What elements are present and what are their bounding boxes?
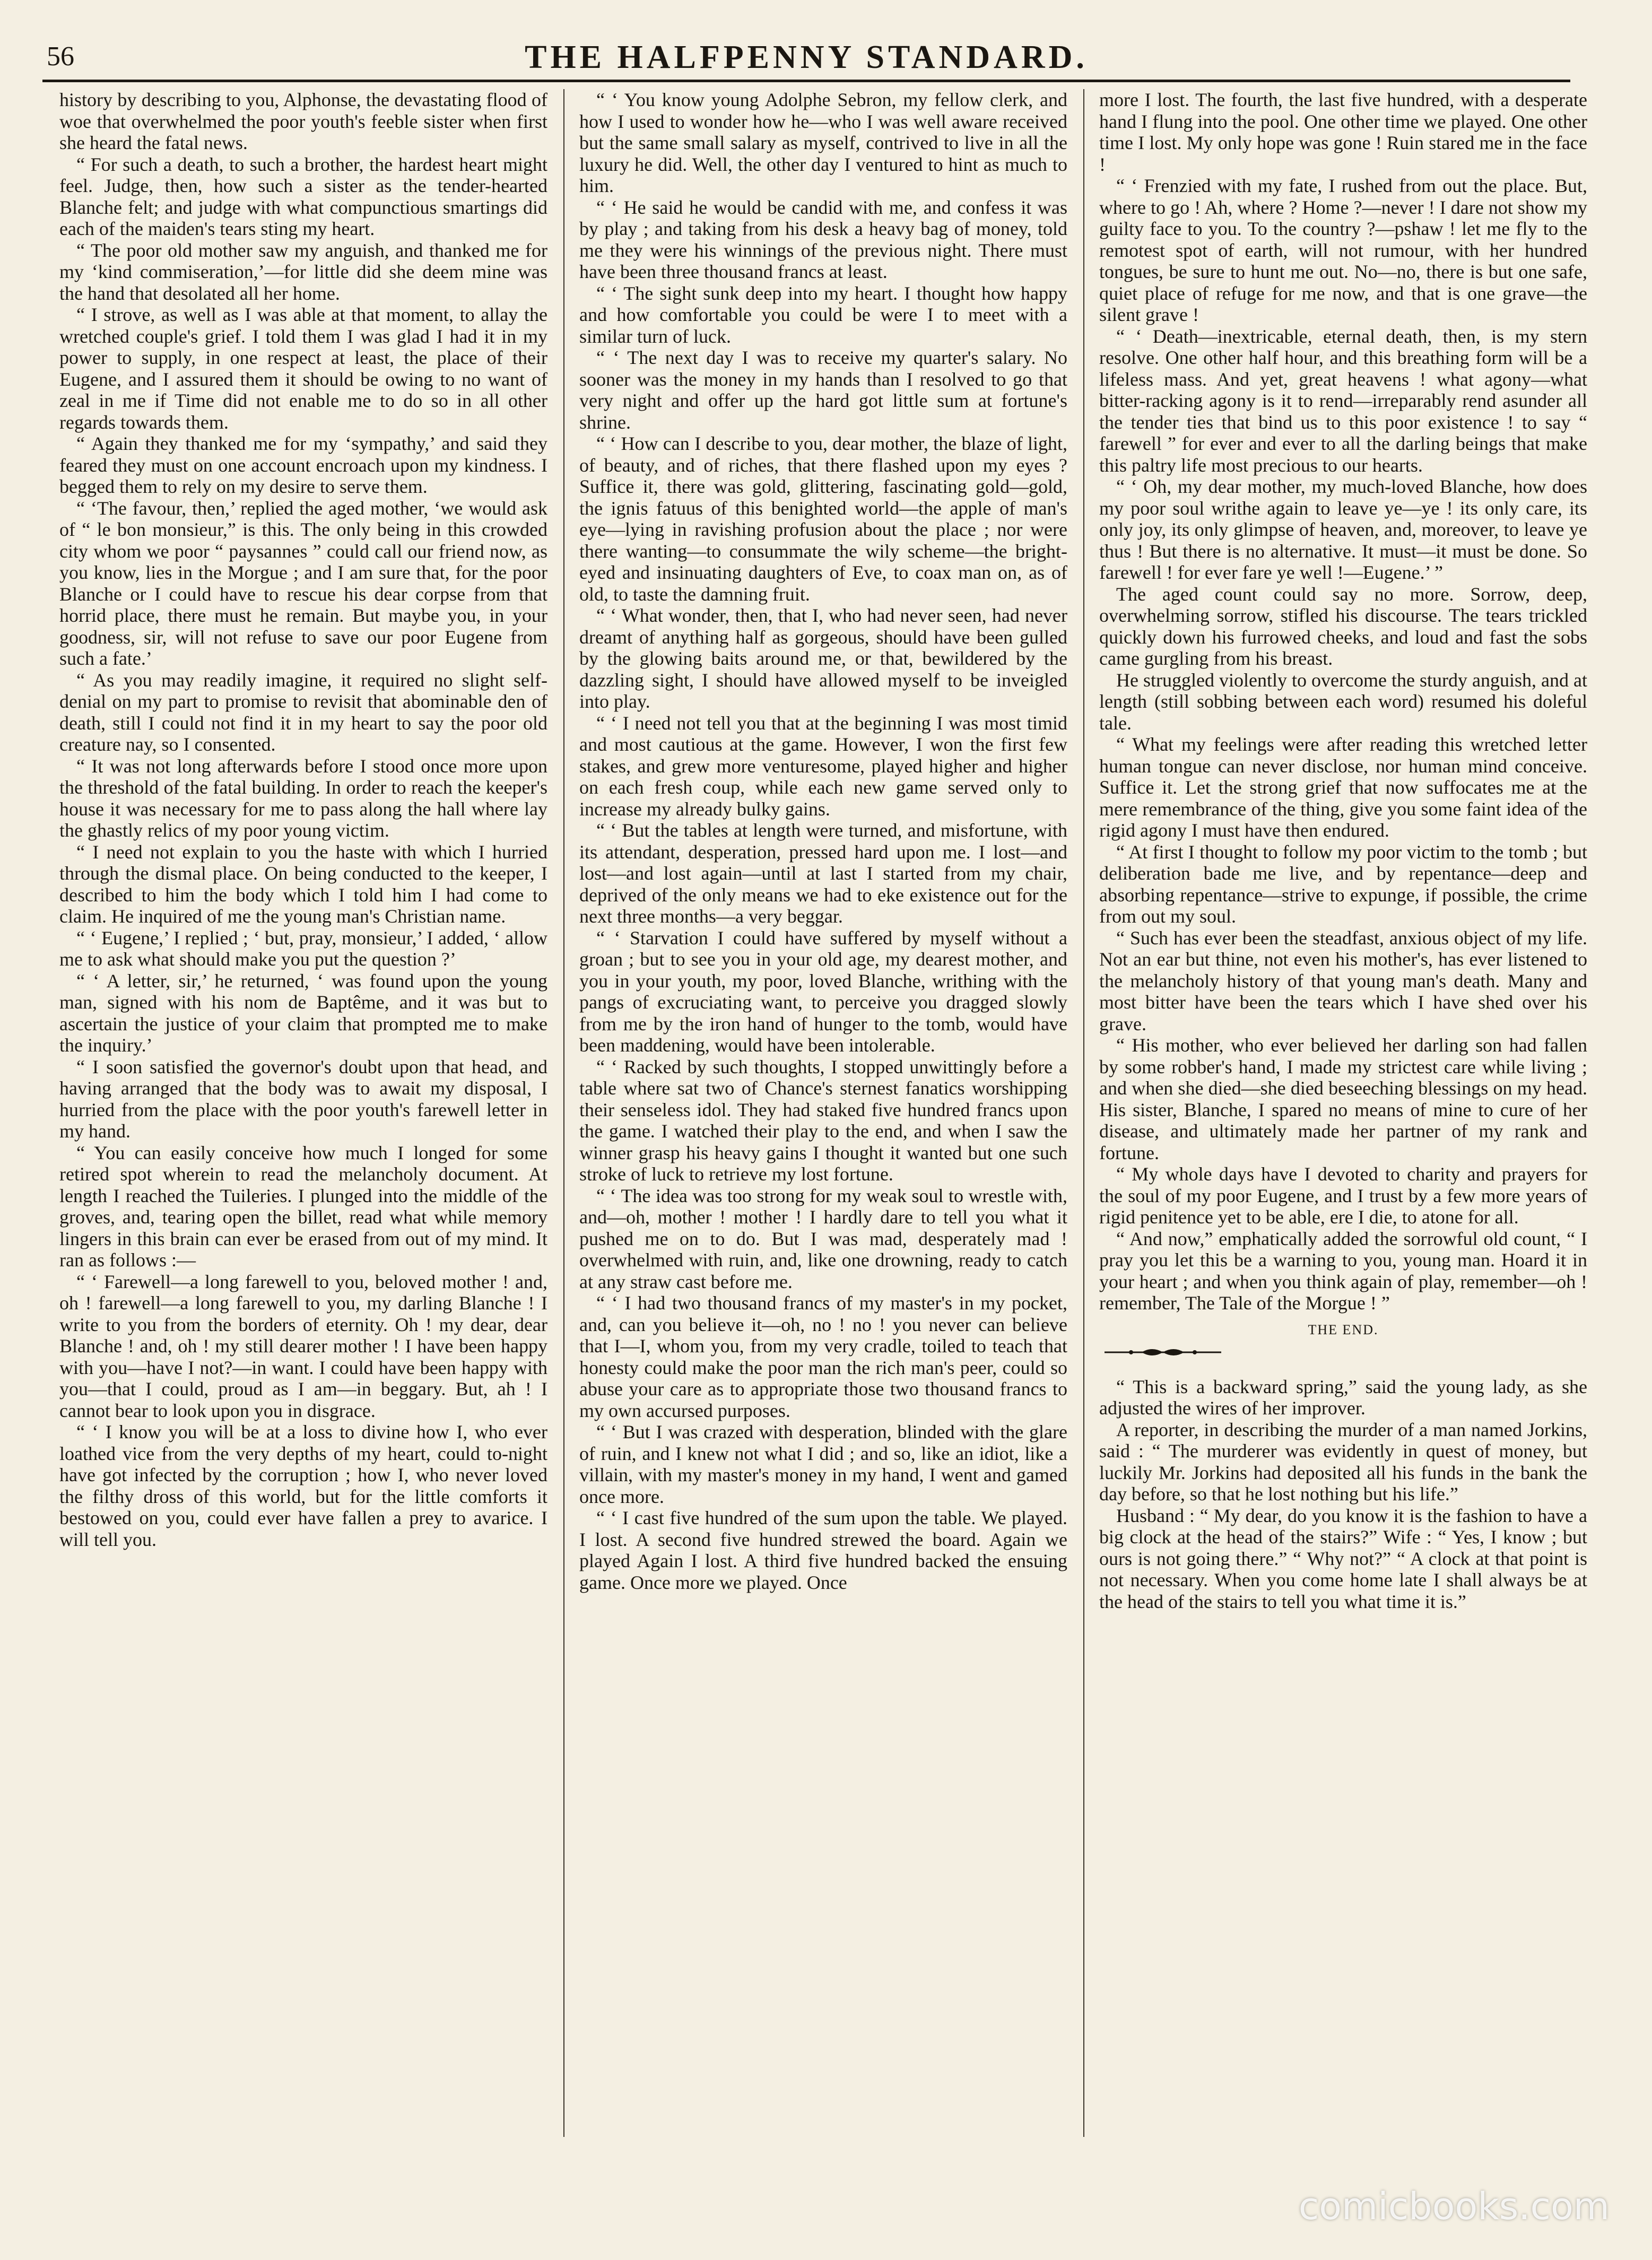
paragraph: “ His mother, who ever believed her darling son had fallen by some robber's hand, I made my strictest care while living ; and when she died—she died beseeching blessings on my head. His sister, Blanche, I spared no means of mine to cure of her disease, and ultimately made her partner of my rank and fortune. bbox=[1099, 1035, 1587, 1163]
ornament-divider-icon bbox=[1099, 1345, 1227, 1360]
paragraph: “ ‘ You know young Adolphe Sebron, my fellow clerk, and how I used to wonder how he—who I was well aware received but the same small salary as myself, contrived to live in all the luxury he did. Well, the other day I ventured to hint as much to him. bbox=[579, 89, 1067, 196]
paragraph: “ ‘ I need not tell you that at the beginning I was most timid and most cautious at the game. However, I won the first few stakes, and grew more venturesome, played higher and higher on each fresh coup, while each new game served only to increase my already bulky gains. bbox=[579, 712, 1067, 820]
paragraph: The aged count could say no more. Sorrow, deep, overwhelming sorrow, stifled his discourse. The tears trickled quickly down his furrowed cheeks, and loud and fast the sobs came gurgling from his breast. bbox=[1099, 583, 1587, 669]
paragraph: “ ‘ A letter, sir,’ he returned, ‘ was found upon the young man, signed with his nom de Baptême, and it was but to ascertain the justice of your claim that prompted me to make the inquiry.’ bbox=[59, 970, 547, 1056]
column-divider bbox=[1083, 89, 1084, 2137]
paragraph: “ What my feelings were after reading this wretched letter human tongue can never disclose, nor human mind conceive. Suffice it. Let the strong grief that now suffocates me at the mere remembrance of the thing, give you some faint idea of the rigid agony I must have then endured. bbox=[1099, 734, 1587, 841]
paragraph: “ ‘ Frenzied with my fate, I rushed from out the place. But, where to go ! Ah, where ? Home ?—never ! I dare not show my guilty face to you. To the country ?—pshaw ! let me fly to the remotest spot of earth, will not rumour, with her hundred tongues, be sure to hunt me out. No—no, there is but one safe, quiet place of refuge for me now, and that is one grave—the silent grave ! bbox=[1099, 175, 1587, 325]
page-number: 56 bbox=[47, 41, 74, 72]
paragraph: “ This is a backward spring,” said the young lady, as she adjusted the wires of her improver. bbox=[1099, 1376, 1587, 1419]
paragraph: “ ‘ Farewell—a long farewell to you, beloved mother ! and, oh ! farewell—a long farewell to you, my darling Blanche ! I write to you from the borders of eternity. Oh ! my dear, dear Blanche ! and, oh ! my still dearer mother ! I have been happy with you—have I not?—in want. I could have been happy with you—that I could, proud as I am—in beggary. But, ah ! I cannot bear to look upon you in disgrace. bbox=[59, 1271, 547, 1421]
paragraph: more I lost. The fourth, the last five hundred, with a desperate hand I flung into the pool. One other time we played. One other time I lost. My only hope was gone ! Ruin stared me in the face ! bbox=[1099, 89, 1587, 175]
paragraph: “ ‘ The idea was too strong for my weak soul to wrestle with, and—oh, mother ! mother ! I hardly dare to tell you what it pushed me on to do. But I was mad, desperately mad ! overwhelmed with ruin, and, like one drowning, ready to catch at any straw cast before me. bbox=[579, 1185, 1067, 1292]
watermark: comicbooks.com bbox=[1298, 2185, 1610, 2228]
paragraph: “ ‘ But I was crazed with desperation, blinded with the glare of ruin, and I knew not what I did ; and so, like an idiot, like a villain, with my master's money in my hand, I went and gamed once more. bbox=[579, 1421, 1067, 1507]
paragraph: “ ‘ Starvation I could have suffered by myself without a groan ; but to see you in your old age, my dearest mother, and you in your youth, my poor, loved Blanche, writhing with the pangs of excruciating want, to perceive you dragged slowly from me by the iron hand of hunger to the tomb, would have been maddening, would have been intolerable. bbox=[579, 927, 1067, 1056]
paragraph: “ I soon satisfied the governor's doubt upon that head, and having arranged that the body was to await my disposal, I hurried from the place with the poor youth's farewell letter in my hand. bbox=[59, 1056, 547, 1142]
paragraph: “ I strove, as well as I was able at that moment, to allay the wretched couple's grief. I told them I was glad I had it in my power to supply, in one respect at least, the place of their Eugene, and I assured them it should be owing to no want of zeal in me if Time did not enable me to do so in all other regards towards them. bbox=[59, 304, 547, 433]
paragraph: “ ‘The favour, then,’ replied the aged mother, ‘we would ask of “ le bon monsieur,” is this. The only being in this crowded city whom we poor “ paysannes ” could call our friend now, as you know, lies in the Morgue ; and I am sure that, for the poor Blanche or I could have to rescue his dear corpse from that horrid place, there must he remain. But maybe you, in your goodness, sir, will not refuse to save our poor Eugene from such a fate.’ bbox=[59, 497, 547, 669]
paragraph: “ Again they thanked me for my ‘sympathy,’ and said they feared they must on one account encroach upon my kindness. I begged them to rely on my desire to serve them. bbox=[59, 433, 547, 497]
paragraph: “ For such a death, to such a brother, the hardest heart might feel. Judge, then, how such a sister as the tender-hearted Blanche felt; and judge with what compunctious smartings did each of the maiden's tears sting my heart. bbox=[59, 153, 547, 239]
masthead-title: THE HALFPENNY STANDARD. bbox=[525, 39, 1088, 75]
paragraph: A reporter, in describing the murder of a man named Jorkins, said : “ The murderer was evidently in quest of money, but luckily Mr. Jorkins had deposited all his funds in the bank the day before, so that he lost nothing but his life.” bbox=[1099, 1419, 1587, 1505]
the-end-label: THE END. bbox=[1308, 1322, 1379, 1337]
paragraph: “ ‘ But the tables at length were turned, and misfortune, with its attendant, desperation, pressed hard upon me. I lost—and lost—and lost again—until at last I started from my chair, deprived of the only means we had to eke existence out for the next three months—a very beggar. bbox=[579, 820, 1067, 927]
column-1 bbox=[59, 89, 547, 2137]
header-rule bbox=[42, 80, 1570, 82]
paragraph: “ ‘ I cast five hundred of the sum upon the table. We played. I lost. A second five hundred strewed the board. Again we played Again I lost. A third five hundred backed the ensuing game. Once more we played. Once bbox=[579, 1507, 1067, 1593]
paragraph: “ It was not long afterwards before I stood once more upon the threshold of the fatal building. In order to reach the keeper's house it was necessary for me to pass along the hall where lay the ghastly relics of my poor young victim. bbox=[59, 755, 547, 841]
paragraph: “ ‘ I know you will be at a loss to divine how I, who ever loathed vice from the very depths of my heart, could to-night have got infected by the corruption ; how I, who never loved the filthy dross of this world, but for the little comforts it bestowed on you, could ever have fallen a prey to avarice. I will tell you. bbox=[59, 1421, 547, 1550]
paragraph: “ At first I thought to follow my poor victim to the tomb ; but deliberation bade me live, and by repentance—deep and absorbing repentance—strive to expunge, if possible, the crime from out my soul. bbox=[1099, 841, 1587, 927]
paragraph: “ You can easily conceive how much I longed for some retired spot wherein to read the melancholy document. At length I reached the Tuileries. I plunged into the middle of the groves, and, tearing open the billet, read what while memory lingers in this brain can ever be erased from out of my mind. It ran as follows :— bbox=[59, 1142, 547, 1271]
paragraph: “ ‘ He said he would be candid with me, and confess it was by play ; and taking from his desk a heavy bag of money, told me they were his winnings of the previous night. There must have been three thousand francs at least. bbox=[579, 196, 1067, 282]
paragraph: He struggled violently to overcome the sturdy anguish, and at length (still sobbing between each word) resumed his doleful tale. bbox=[1099, 669, 1587, 734]
page-header bbox=[42, 38, 1570, 81]
paragraph: “ ‘ How can I describe to you, dear mother, the blaze of light, of beauty, and of riches, that there flashed upon my eyes ? Suffice it, there was gold, glittering, fascinating gold—gold, the ignis fatuus of this benighted world—the apple of man's eye—lying in ravishing profusion about the place ; nor were there wanting—to consummate the wily scheme—the bright-eyed and insinuating daughters of Eve, to coax man on, as of old, to taste the damning fruit. bbox=[579, 433, 1067, 605]
paragraph: “ And now,” emphatically added the sorrowful old count, “ I pray you let this be a warning to you, young man. Hoard it in your heart ; and when you think again of play, remember—oh ! remember, The Tale of the Morgue ! ” bbox=[1099, 1228, 1587, 1314]
paragraph: “ ‘ What wonder, then, that I, who had never seen, had never dreamt of anything half as gorgeous, should have been gulled by the glowing baits around me, or that, bewildered by the dazzling sight, I should have allowed myself to be inveigled into play. bbox=[579, 605, 1067, 712]
paragraph: “ ‘ The next day I was to receive my quarter's salary. No sooner was the money in my hands than I resolved to go that very night and offer up the hard got little sum at fortune's shrine. bbox=[579, 347, 1067, 433]
paragraph: “ ‘ I had two thousand francs of my master's in my pocket, and, can you believe it—oh, no ! no ! you never can believe that I—I, whom you, from my very cradle, toiled to teach that honesty could make the poor man the rich man's peer, could so abuse your care as to appropriate those two thousand francs to my own accursed purposes. bbox=[579, 1292, 1067, 1421]
paragraph: “ ‘ Oh, my dear mother, my much-loved Blanche, how does my poor soul writhe again to leave ye—ye ! its only care, its only joy, its only glimpse of heaven, and, moreover, to leave ye thus ! But there is no alternative. It must—it must be done. So farewell ! for ever fare ye well !—Eugene.’ ” bbox=[1099, 476, 1587, 583]
paragraph: history by describing to you, Alphonse, the devastating flood of woe that overwhelmed the poor youth's feeble sister when first she heard the fatal news. bbox=[59, 89, 547, 153]
column-divider bbox=[563, 89, 564, 2137]
column-2 bbox=[579, 89, 1067, 2137]
paragraph: Husband : “ My dear, do you know it is the fashion to have a big clock at the head of the stairs?” Wife : “ Yes, I know ; but ours is not going there.” “ Why not?” “ A clock at that point is not necessary. When you come home late I shall always be at the head of the stairs to tell you what time it is.” bbox=[1099, 1505, 1587, 1612]
paragraph: “ My whole days have I devoted to charity and prayers for the soul of my poor Eugene, and I trust by a few more years of rigid penitence yet to be able, ere I die, to atone for all. bbox=[1099, 1163, 1587, 1228]
paragraph: “ ‘ The sight sunk deep into my heart. I thought how happy and how comfortable you could be were I to meet with a similar turn of luck. bbox=[579, 282, 1067, 347]
paragraph: “ ‘ Eugene,’ I replied ; ‘ but, pray, monsieur,’ I added, ‘ allow me to ask what should make you put the question ?’ bbox=[59, 927, 547, 970]
paragraph: “ Such has ever been the steadfast, anxious object of my life. Not an ear but thine, not even his mother's, has ever listened to the melancholy history of that young man's death. Many and most bitter have been the tears which I have shed over his grave. bbox=[1099, 927, 1587, 1035]
paragraph: “ I need not explain to you the haste with which I hurried through the dismal place. On being conducted to the keeper, I described to him the body which I told him I had come to claim. He inquired of me the young man's Christian name. bbox=[59, 841, 547, 927]
paragraph: “ As you may readily imagine, it required no slight self-denial on my part to promise to revisit that abominable den of death, still I could not find it in my heart to say the poor old creature nay, so I consented. bbox=[59, 669, 547, 755]
paragraph: “ ‘ Death—inextricable, eternal death, then, is my stern resolve. One other half hour, and this breathing form will be a lifeless mass. And yet, great heavens ! what agony—what bitter-racking agony is it to rend—irreparably rend asunder all the tender ties that bind us to this poor existence ! to say “ farewell ” for ever and ever to all the darling beings that make this paltry life most precious to our hearts. bbox=[1099, 325, 1587, 476]
column-3 bbox=[1099, 89, 1587, 2137]
paragraph: “ ‘ Racked by such thoughts, I stopped unwittingly before a table where sat two of Chance's sternest fanatics worshipping their senseless idol. They had staked five hundred francs upon the game. I watched their play to the end, and when I saw the winner grasp his heavy gains I thought it wanted but one such stroke of luck to retrieve my lost fortune. bbox=[579, 1056, 1067, 1185]
text-columns bbox=[59, 89, 1608, 2137]
paragraph: “ The poor old mother saw my anguish, and thanked me for my ‘kind commiseration,’—for little did she deem mine was the hand that desolated all her home. bbox=[59, 239, 547, 304]
